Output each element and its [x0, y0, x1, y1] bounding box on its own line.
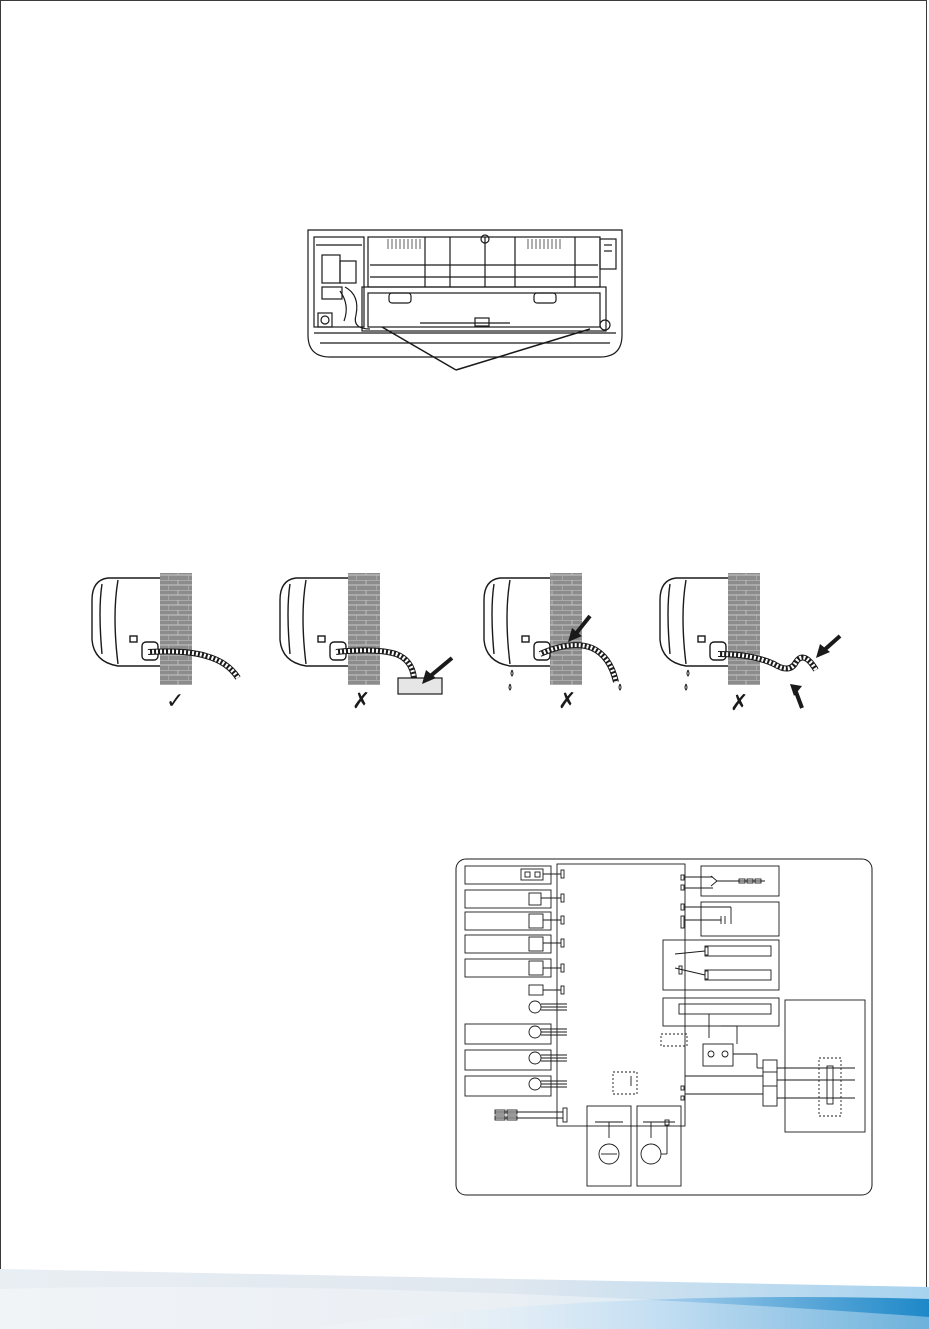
- drain-correct-figure: [88, 570, 258, 710]
- wall: [728, 573, 760, 685]
- wall: [348, 573, 380, 685]
- cross-icon: ✗: [730, 691, 749, 716]
- drain-wrong-raised-figure: [482, 570, 642, 710]
- check-icon: ✓: [166, 689, 185, 710]
- drip-icon: [685, 670, 689, 690]
- arrow-icon: [796, 692, 802, 708]
- wall: [160, 573, 192, 685]
- cross-icon: ✗: [558, 689, 577, 710]
- cross-icon: ✗: [352, 689, 371, 710]
- indoor-unit-interior-figure: [300, 225, 630, 375]
- drain-wrong-kinked-figure: [656, 570, 846, 720]
- pan-icon: [398, 678, 442, 694]
- footer-decoration: [0, 1259, 929, 1329]
- wiring-diagram: [455, 858, 873, 1196]
- drain-wrong-pan-figure: [276, 570, 466, 710]
